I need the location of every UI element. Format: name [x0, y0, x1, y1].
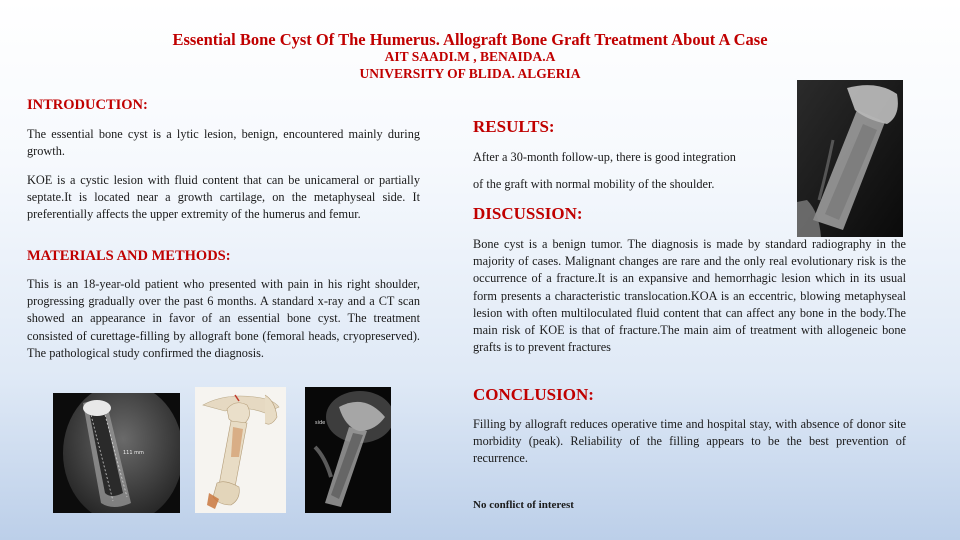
- humerus-xray-image: [305, 387, 391, 513]
- results-line-2: of the graft with normal mobility of the shoulder.: [473, 177, 715, 191]
- 3d-ct-reconstruction-image: [195, 387, 286, 513]
- poster-header: [100, 31, 840, 82]
- introduction-heading: INTRODUCTION:: [27, 97, 148, 113]
- conclusion-heading: CONCLUSION:: [473, 385, 594, 404]
- poster-affiliation: UNIVERSITY OF BLIDA. ALGERIA: [359, 66, 581, 81]
- introduction-paragraph-2: KOE is a cystic lesion with fluid content that can be unicameral or partially septate.It is located near a growth cartilage, on the metaphyseal side. It preferentially affects the upper extremity of the humerus and femur.: [27, 173, 420, 222]
- poster-title: Essential Bone Cyst Of The Humerus. Allograft Bone Graft Treatment About A Case: [172, 30, 768, 49]
- conflict-of-interest-note: No conflict of interest: [473, 499, 574, 511]
- discussion-paragraph: Bone cyst is a benign tumor. The diagnosis is made by standard radiography in the majority of cases. Malignant changes are rare and the only real evolutionary risk is the occurrence of a fracture.It is an expansive and hemorrhagic lesion which in its usual form presents a characteristic translocation.KOA is an eccentric, blowing metaphyseal lesion with often multiloculated fluid content that can affect any bone in the body.The main risk of KOE is that of fracture.The main aim of treatment with allogeneic bone grafts is to prevent fractures: [473, 237, 906, 355]
- introduction-paragraph-1: The essential bone cyst is a lytic lesion, benign, encountered mainly during growth.: [27, 127, 420, 159]
- methods-paragraph: This is an 18-year-old patient who presented with pain in his right shoulder, progressing gradually over the past 6 months. A standard x-ray and a CT scan showed an appearance in favor of an essential bone cyst. The treatment consisted of curettage-filling by allograft bone (femoral heads, cryopreserved). The pathological study confirmed the diagnosis.: [27, 277, 420, 360]
- results-heading: RESULTS:: [473, 117, 555, 136]
- ct-scan-image: [53, 393, 180, 513]
- discussion-heading: DISCUSSION:: [473, 204, 583, 223]
- results-line-1: After a 30-month follow-up, there is good integration: [473, 150, 736, 164]
- xray-side-label: side: [315, 420, 326, 426]
- ct-scan-label: 111 mm: [123, 450, 144, 456]
- poster-authors: AIT SAADI.M , BENAIDA.A: [384, 49, 556, 64]
- conclusion-paragraph: Filling by allograft reduces operative time and hospital stay, with absence of donor site morbidity (peak). Reliability of the filling appears to be the best prevention of recurrence.: [473, 417, 906, 466]
- follow-up-xray-image: [797, 80, 903, 237]
- methods-heading: MATERIALS AND METHODS:: [27, 248, 231, 264]
